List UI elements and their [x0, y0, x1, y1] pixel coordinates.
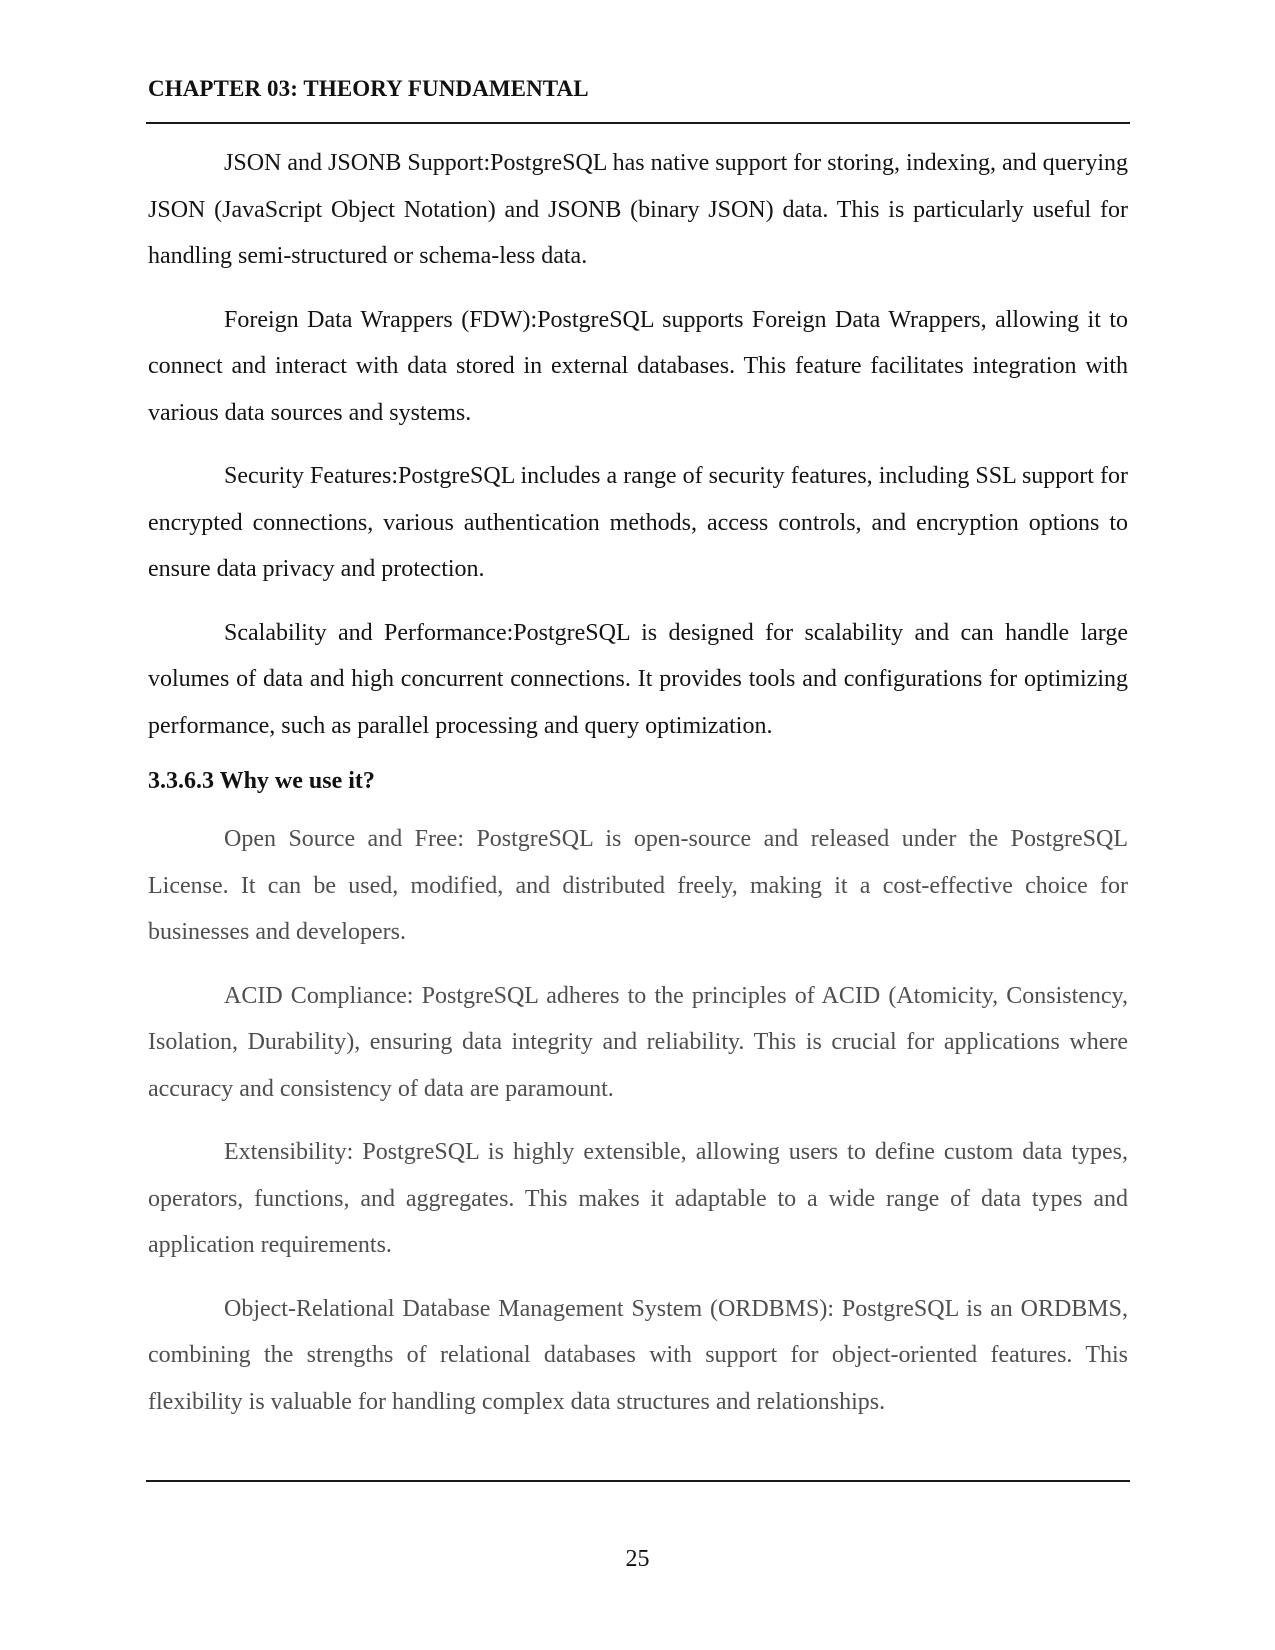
paragraph-open-source: Open Source and Free: PostgreSQL is open-source and released under the PostgreSQL License. It can be used, modified, and distributed freely, making it a cost-effective choice for businesses and developers.	[148, 826, 1128, 945]
paragraph-extensibility: Extensibility: PostgreSQL is highly extensible, allowing users to define custom data types, operators, functions, and aggregates. This makes it adaptable to a wide range of data types and application requirements.	[148, 1139, 1128, 1258]
page-number: 25	[625, 1546, 650, 1572]
footer-divider	[146, 1480, 1130, 1482]
paragraph-foreign-data-wrappers: Foreign Data Wrappers (FDW):PostgreSQL supports Foreign Data Wrappers, allowing it to connect and interact with data stored in external databases. This feature facilitates integration with various data sources and systems.	[148, 306, 1128, 426]
paragraph-security-features: Security Features:PostgreSQL includes a range of security features, including SSL support for encrypted connections, various authentication methods, access controls, and encryption options to ensure data privacy and protection.	[148, 463, 1128, 582]
body-text	[148, 140, 1128, 1442]
paragraph-ordbms: Object-Relational Database Management System (ORDBMS): PostgreSQL is an ORDBMS, combining the strengths of relational databases with support for object-oriented features. This flexibility is valuable for handling complex data structures and relationships.	[148, 1295, 1128, 1415]
paragraph-acid-compliance: ACID Compliance: PostgreSQL adheres to the principles of ACID (Atomicity, Consistency, Isolation, Durability), ensuring data integrity and reliability. This is crucial for applications where accuracy and consistency of data are paramount.	[148, 982, 1128, 1102]
chapter-header: CHAPTER 03: THEORY FUNDAMENTAL	[148, 76, 589, 101]
paragraph-scalability-performance: Scalability and Performance:PostgreSQL is designed for scalability and can handle large volumes of data and high concurrent connections. It provides tools and configurations for optimizing performance, such as parallel processing and query optimization.	[148, 619, 1128, 739]
section-heading: 3.3.6.3 Why we use it?	[148, 768, 375, 794]
header-divider	[146, 122, 1130, 124]
paragraph-json-jsonb: JSON and JSONB Support:PostgreSQL has native support for storing, indexing, and querying JSON (JavaScript Object Notation) and JSONB (binary JSON) data. This is particularly useful for handling semi-structured or schema-less data.	[148, 150, 1128, 269]
